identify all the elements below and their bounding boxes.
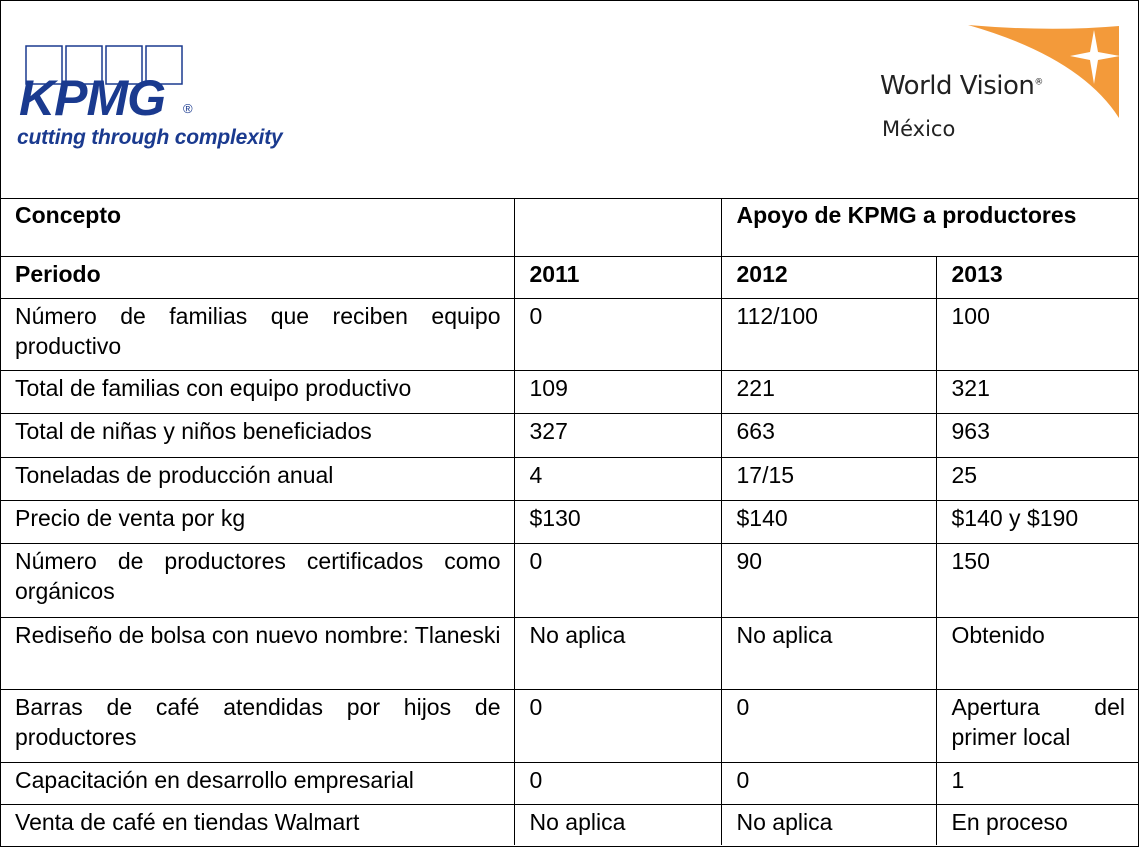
value-2013: 321 <box>936 370 1138 413</box>
value-2012: 221 <box>721 370 936 413</box>
value-2011: 109 <box>514 370 721 413</box>
value-2011: 0 <box>514 543 721 617</box>
logo-header <box>0 0 1138 199</box>
header-periodo: Periodo <box>0 256 514 298</box>
header-empty <box>514 198 721 256</box>
value-2012: No aplica <box>721 804 936 845</box>
table-row <box>0 413 1138 457</box>
value-2011: No aplica <box>514 804 721 845</box>
table-row <box>0 689 1138 762</box>
header-row-periodo <box>0 256 1138 298</box>
concept-cell: Barras de café atendidas por hijos de productores <box>0 689 514 762</box>
value-2013: 150 <box>936 543 1138 617</box>
table-row <box>0 370 1138 413</box>
world-vision-country: México <box>882 117 956 141</box>
header-apoyo: Apoyo de KPMG a productores <box>721 198 1138 256</box>
value-2011: 327 <box>514 413 721 457</box>
value-2012: No aplica <box>721 617 936 689</box>
header-row-concepto <box>0 198 1138 256</box>
header-2012: 2012 <box>721 256 936 298</box>
world-vision-logo <box>880 22 1125 152</box>
value-2012: 90 <box>721 543 936 617</box>
kpmg-wordmark-graphic <box>17 44 317 124</box>
value-2011: 0 <box>514 298 721 370</box>
world-vision-name: World Vision® <box>880 71 1043 101</box>
value-2013: Obtenido <box>936 617 1138 689</box>
table-row <box>0 298 1138 370</box>
concept-cell: Total de familias con equipo productivo <box>0 370 514 413</box>
concept-cell: Toneladas de producción anual <box>0 457 514 500</box>
kpmg-logo <box>17 44 317 164</box>
value-2011: No aplica <box>514 617 721 689</box>
value-2012: 663 <box>721 413 936 457</box>
concept-cell: Total de niñas y niños beneficiados <box>0 413 514 457</box>
value-2012: 0 <box>721 762 936 804</box>
value-2013: $140 y $190 <box>936 500 1138 543</box>
concept-cell: Capacitación en desarrollo empresarial <box>0 762 514 804</box>
value-2013: 100 <box>936 298 1138 370</box>
value-2012: $140 <box>721 500 936 543</box>
support-table <box>0 198 1138 845</box>
value-2011: 0 <box>514 689 721 762</box>
header-2013: 2013 <box>936 256 1138 298</box>
kpmg-reg-mark: ® <box>183 101 193 116</box>
concept-cell: Número de familias que reciben equipo productivo <box>0 298 514 370</box>
table-row <box>0 804 1138 845</box>
value-2013: 25 <box>936 457 1138 500</box>
kpmg-wordmark: KPMG <box>19 70 165 124</box>
header-2011: 2011 <box>514 256 721 298</box>
value-2011: $130 <box>514 500 721 543</box>
concept-cell: Rediseño de bolsa con nuevo nombre: Tlaneski <box>0 617 514 689</box>
value-2013: En proceso <box>936 804 1138 845</box>
concept-cell: Número de productores certificados como orgánicos <box>0 543 514 617</box>
kpmg-tagline: cutting through complexity <box>17 126 283 149</box>
concept-cell: Venta de café en tiendas Walmart <box>0 804 514 845</box>
value-2011: 0 <box>514 762 721 804</box>
header-concepto: Concepto <box>0 198 514 256</box>
table-row <box>0 762 1138 804</box>
value-2011: 4 <box>514 457 721 500</box>
concept-cell: Precio de venta por kg <box>0 500 514 543</box>
value-2012: 0 <box>721 689 936 762</box>
table-row <box>0 457 1138 500</box>
value-2012: 17/15 <box>721 457 936 500</box>
table-row <box>0 617 1138 689</box>
value-2013: Apertura del primer local <box>936 689 1138 762</box>
table-row <box>0 500 1138 543</box>
value-2013: 1 <box>936 762 1138 804</box>
value-2012: 112/100 <box>721 298 936 370</box>
value-2013: 963 <box>936 413 1138 457</box>
table-row <box>0 543 1138 617</box>
